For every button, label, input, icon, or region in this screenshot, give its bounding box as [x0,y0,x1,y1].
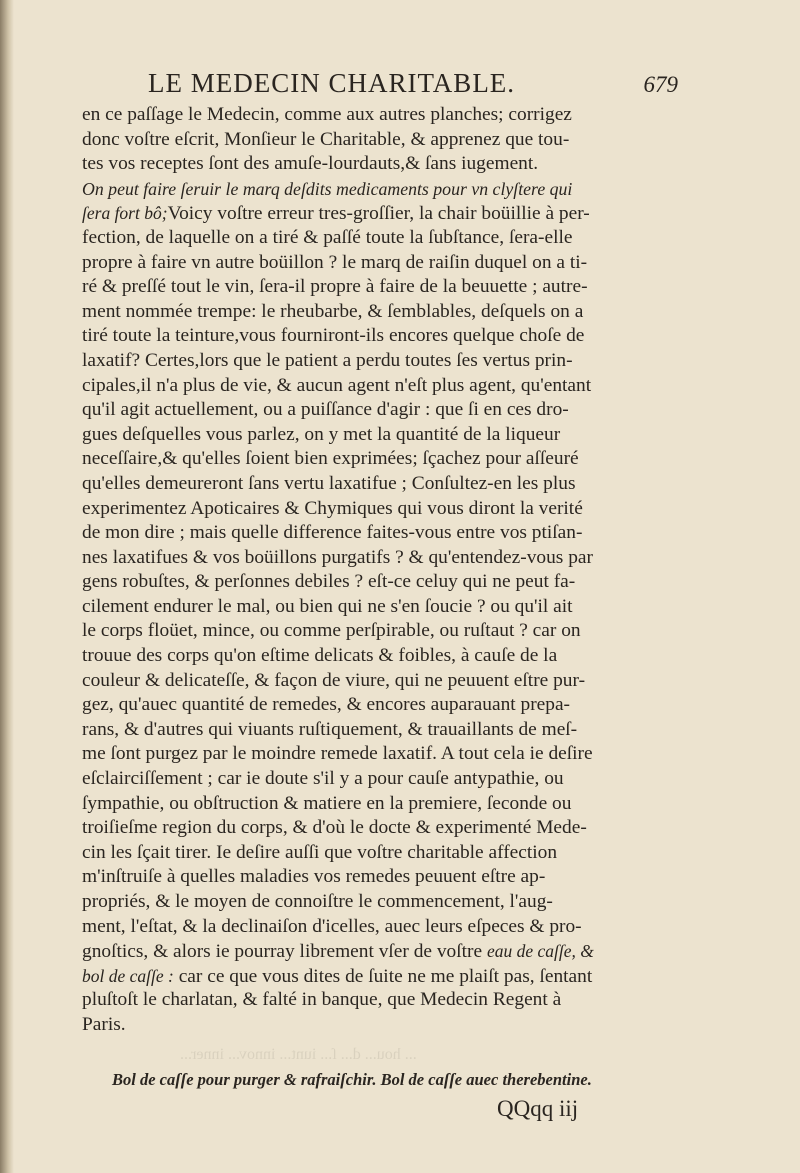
text-line: ment nommée trempe: le rheubarbe, & ſemblables, deſquels on a [82,300,584,322]
text-line: cipales,il n'a plus de vie, & aucun agent n'eſt plus agent, qu'entant [82,374,592,396]
text-line: tiré toute la teinture,vous fourniront-ils encores quelque choſe de [82,325,585,347]
text-line: gens robuſtes, & perſonnes debiles ? eſt-ce celuy qui ne peut fa- [82,571,576,593]
text-fragment: Voicy voſtre erreur tres-groſſier, la chair boüillie à per- [167,203,590,225]
text-line: nes laxatifues & vos boüillons purgatifs ? & qu'entendez-vous par [82,546,593,568]
text-line: experimentez Apoticaires & Chymiques qui vous diront la verité [82,497,583,519]
text-line: Paris. [82,1013,126,1035]
text-line [82,201,682,226]
text-line: donc voſtre eſcrit, Monſieur le Charitable, & apprenez que tou- [82,128,570,150]
text-fragment: car ce que vous dites de ſuite ne me plaiſt pas, ſentant [178,965,593,987]
text-line: fection, de laquelle on a tiré & paſſé toute la ſubſtance, ſera-elle [82,226,573,248]
page-gutter-shadow [0,0,14,1173]
text-line: tes vos receptes ſont des amuſe-lourdauts,& ſans iugement. [82,153,539,175]
text-line: pluſtoſt le charlatan, & falté in banque, que Medecin Regent à [82,989,562,1011]
text-line: cin les ſçait tirer. Ie deſire auſſi que voſtre charitable affection [82,841,558,863]
page-header [148,68,678,99]
text-line: propriés, & le moyen de connoiſtre le commencement, l'aug- [82,891,553,912]
text-line: couleur & delicateſſe, & façon de viure, qui ne peuuent eſtre pur- [82,669,586,691]
italic-quote-fragment: eau de caſſe, & [486,941,594,962]
text-line: gez, qu'auec quantité de remedes, & encores auparauant prepa- [82,694,571,716]
text-line: trouue des corps qu'on eſtime delicats & foibles, à cauſe de la [82,645,558,667]
running-title: LE MEDECIN CHARITABLE. [148,68,516,98]
body-text [82,103,682,1038]
text-line [82,939,682,964]
text-line: troiſieſme region du corps, & d'où le docte & experimenté Mede- [82,817,587,839]
italic-quote-fragment: bol de caſſe : [82,965,174,986]
recipe-rubric: Bol de caſſe pour purger & rafraiſchir. Bol de caſſe auec therebentine. [112,1070,592,1089]
text-line: eſclairciſſement ; car ie doute s'il y a pour cauſe antypathie, ou [82,768,564,790]
page-number: 679 [643,72,678,97]
text-line: laxatif? Certes,lors que le patient a perdu toutes ſes vertus prin- [82,349,573,371]
text-line: cilement endurer le mal, ou bien qui ne s'en ſoucie ? ou qu'il ait [82,595,573,617]
text-line: le corps floüet, mince, ou comme perſpirable, ou ruſtaut ? car on [82,620,581,642]
text-line: qu'elles demeureront ſans vertu laxatifue ; Conſultez-en les plus [82,472,576,494]
signature-mark: QQqq iij [497,1096,579,1121]
text-line: ment, l'eſtat, & la declinaiſon d'icelles, auec leurs eſpeces & pro- [82,915,582,937]
text-line: propre à faire vn autre boüillon ? le marq de raiſin duquel on a ti- [82,251,588,273]
text-line: me ſont purgez par le moindre remede laxatif. A tout cela ie deſire [82,743,593,765]
text-line: qu'il agit actuellement, ou a puiſſance d'agir : que ſi en ces dro- [82,399,569,421]
text-line: ſympathie, ou obſtruction & matiere en la premiere, ſeconde ou [82,792,572,814]
italic-quote-fragment: ſera fort bô; [82,203,168,224]
text-line [82,964,682,989]
text-line: en ce paſſage le Medecin, comme aux autres planches; corrigez [82,104,572,125]
text-line: m'inſtruiſe à quelles maladies vos remedes peuuent eſtre ap- [82,866,546,888]
show-through-text: ... hou... d... ſ... iunt... innov... inner... [180,1046,417,1063]
text-line: neceſſaire,& qu'elles ſoient bien exprimées; ſçachez pour aſſeuré [82,448,579,470]
text-line: ré & preſſé tout le vin, ſera-il propre à faire de la beuuette ; autre- [82,276,588,298]
text-line: rans, & d'autres qui viuants ruſtiquement, & trauaillants de meſ- [82,718,578,740]
text-fragment: gnoſtics, & alors ie pourray librement vſer de voſtre [82,941,483,963]
text-line: de mon dire ; mais quelle difference faites-vous entre vos ptiſan- [82,522,583,544]
italic-quote-line: On peut faire ſeruir le marq deſdits medicaments pour vn clyſtere qui [82,178,573,199]
text-line: gues deſquelles vous parlez, on y met la quantité de la liqueur [82,423,561,445]
